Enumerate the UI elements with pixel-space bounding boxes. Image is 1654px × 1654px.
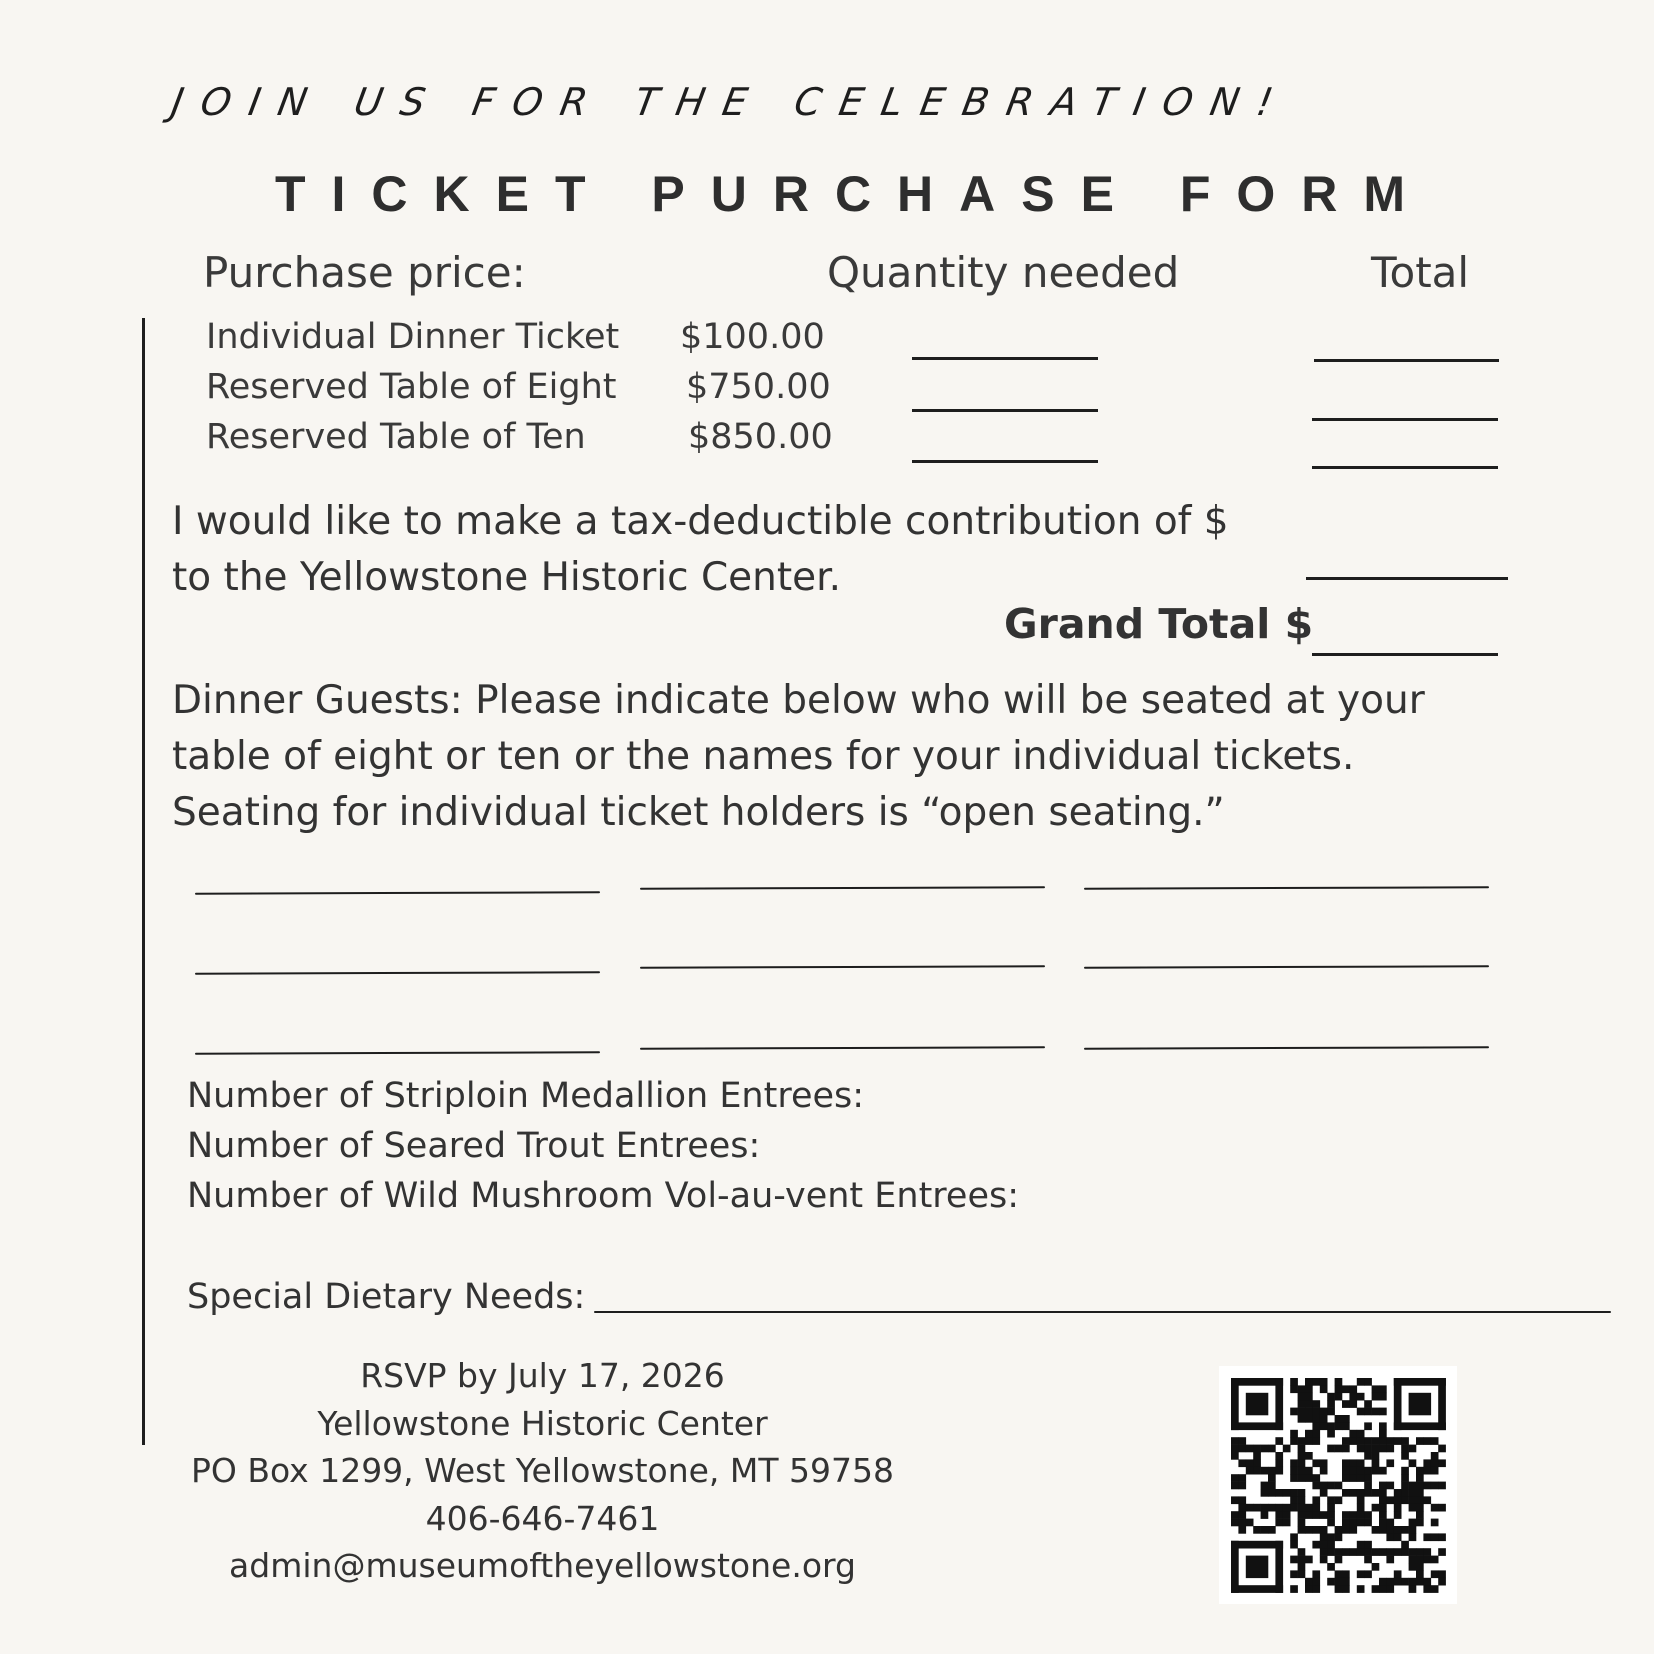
total-field[interactable] bbox=[1312, 418, 1498, 421]
quantity-field[interactable] bbox=[912, 409, 1098, 412]
entree-mushroom: Number of Wild Mushroom Vol-au-vent Entrees: bbox=[187, 1176, 1020, 1216]
entree-striploin: Number of Striploin Medallion Entrees: bbox=[187, 1076, 865, 1116]
guest-name-field[interactable] bbox=[640, 886, 1045, 889]
contact-block bbox=[175, 1352, 910, 1590]
ticket-price: $100.00 bbox=[680, 317, 825, 357]
quantity-field[interactable] bbox=[912, 357, 1098, 360]
email-address: admin@museumoftheyellowstone.org bbox=[229, 1546, 856, 1585]
phone-number: 406-646-7461 bbox=[425, 1498, 660, 1538]
qr-code-graphic bbox=[1219, 1366, 1457, 1604]
contribution-line-1: I would like to make a tax-deductible contribution of $ bbox=[172, 499, 1229, 544]
ticket-label: Individual Dinner Ticket bbox=[206, 317, 620, 357]
guest-name-field[interactable] bbox=[195, 891, 600, 894]
total-field[interactable] bbox=[1312, 466, 1498, 469]
total-field[interactable] bbox=[1314, 359, 1499, 362]
entree-trout: Number of Seared Trout Entrees: bbox=[187, 1126, 761, 1166]
guests-line-2: table of eight or ten or the names for your individual tickets. bbox=[172, 734, 1355, 779]
guest-name-field[interactable] bbox=[1084, 886, 1489, 889]
guests-line-3: Seating for individual ticket holders is “open seating.” bbox=[172, 790, 1225, 835]
qr-code-icon[interactable] bbox=[1219, 1366, 1457, 1604]
guest-name-field[interactable] bbox=[640, 1046, 1045, 1049]
header-total: Total bbox=[1371, 248, 1470, 297]
grand-total-field[interactable] bbox=[1312, 653, 1498, 656]
guests-line-1: Dinner Guests: Please indicate below who will be seated at your bbox=[172, 678, 1425, 723]
dietary-label: Special Dietary Needs: bbox=[187, 1277, 586, 1317]
guest-name-field[interactable] bbox=[1084, 1046, 1489, 1049]
header-quantity-needed: Quantity needed bbox=[827, 248, 1180, 297]
ticket-price: $750.00 bbox=[686, 367, 831, 407]
ticket-label: Reserved Table of Ten bbox=[206, 417, 586, 457]
guest-name-field[interactable] bbox=[1084, 965, 1489, 968]
left-border-line bbox=[142, 318, 145, 1445]
form-title: TICKET PURCHASE FORM bbox=[274, 166, 1432, 222]
dietary-field[interactable] bbox=[594, 1311, 1611, 1313]
rsvp-date: RSVP by July 17, 2026 bbox=[360, 1356, 725, 1395]
grand-total-label: Grand Total $ bbox=[1004, 600, 1314, 648]
mailing-address: PO Box 1299, West Yellowstone, MT 59758 bbox=[191, 1451, 894, 1490]
ticket-label: Reserved Table of Eight bbox=[206, 367, 617, 407]
ticket-price: $850.00 bbox=[688, 417, 833, 457]
contribution-line-2: to the Yellowstone Historic Center. bbox=[172, 555, 842, 600]
guest-name-field[interactable] bbox=[195, 971, 600, 974]
organization-name: Yellowstone Historic Center bbox=[317, 1403, 768, 1443]
header-purchase-price: Purchase price: bbox=[203, 248, 526, 297]
quantity-field[interactable] bbox=[912, 460, 1098, 463]
guest-name-field[interactable] bbox=[195, 1051, 600, 1054]
tagline: JOIN US FOR THE CELEBRATION! bbox=[168, 80, 1295, 124]
guest-name-field[interactable] bbox=[640, 965, 1045, 968]
contribution-amount-field[interactable] bbox=[1306, 577, 1508, 580]
